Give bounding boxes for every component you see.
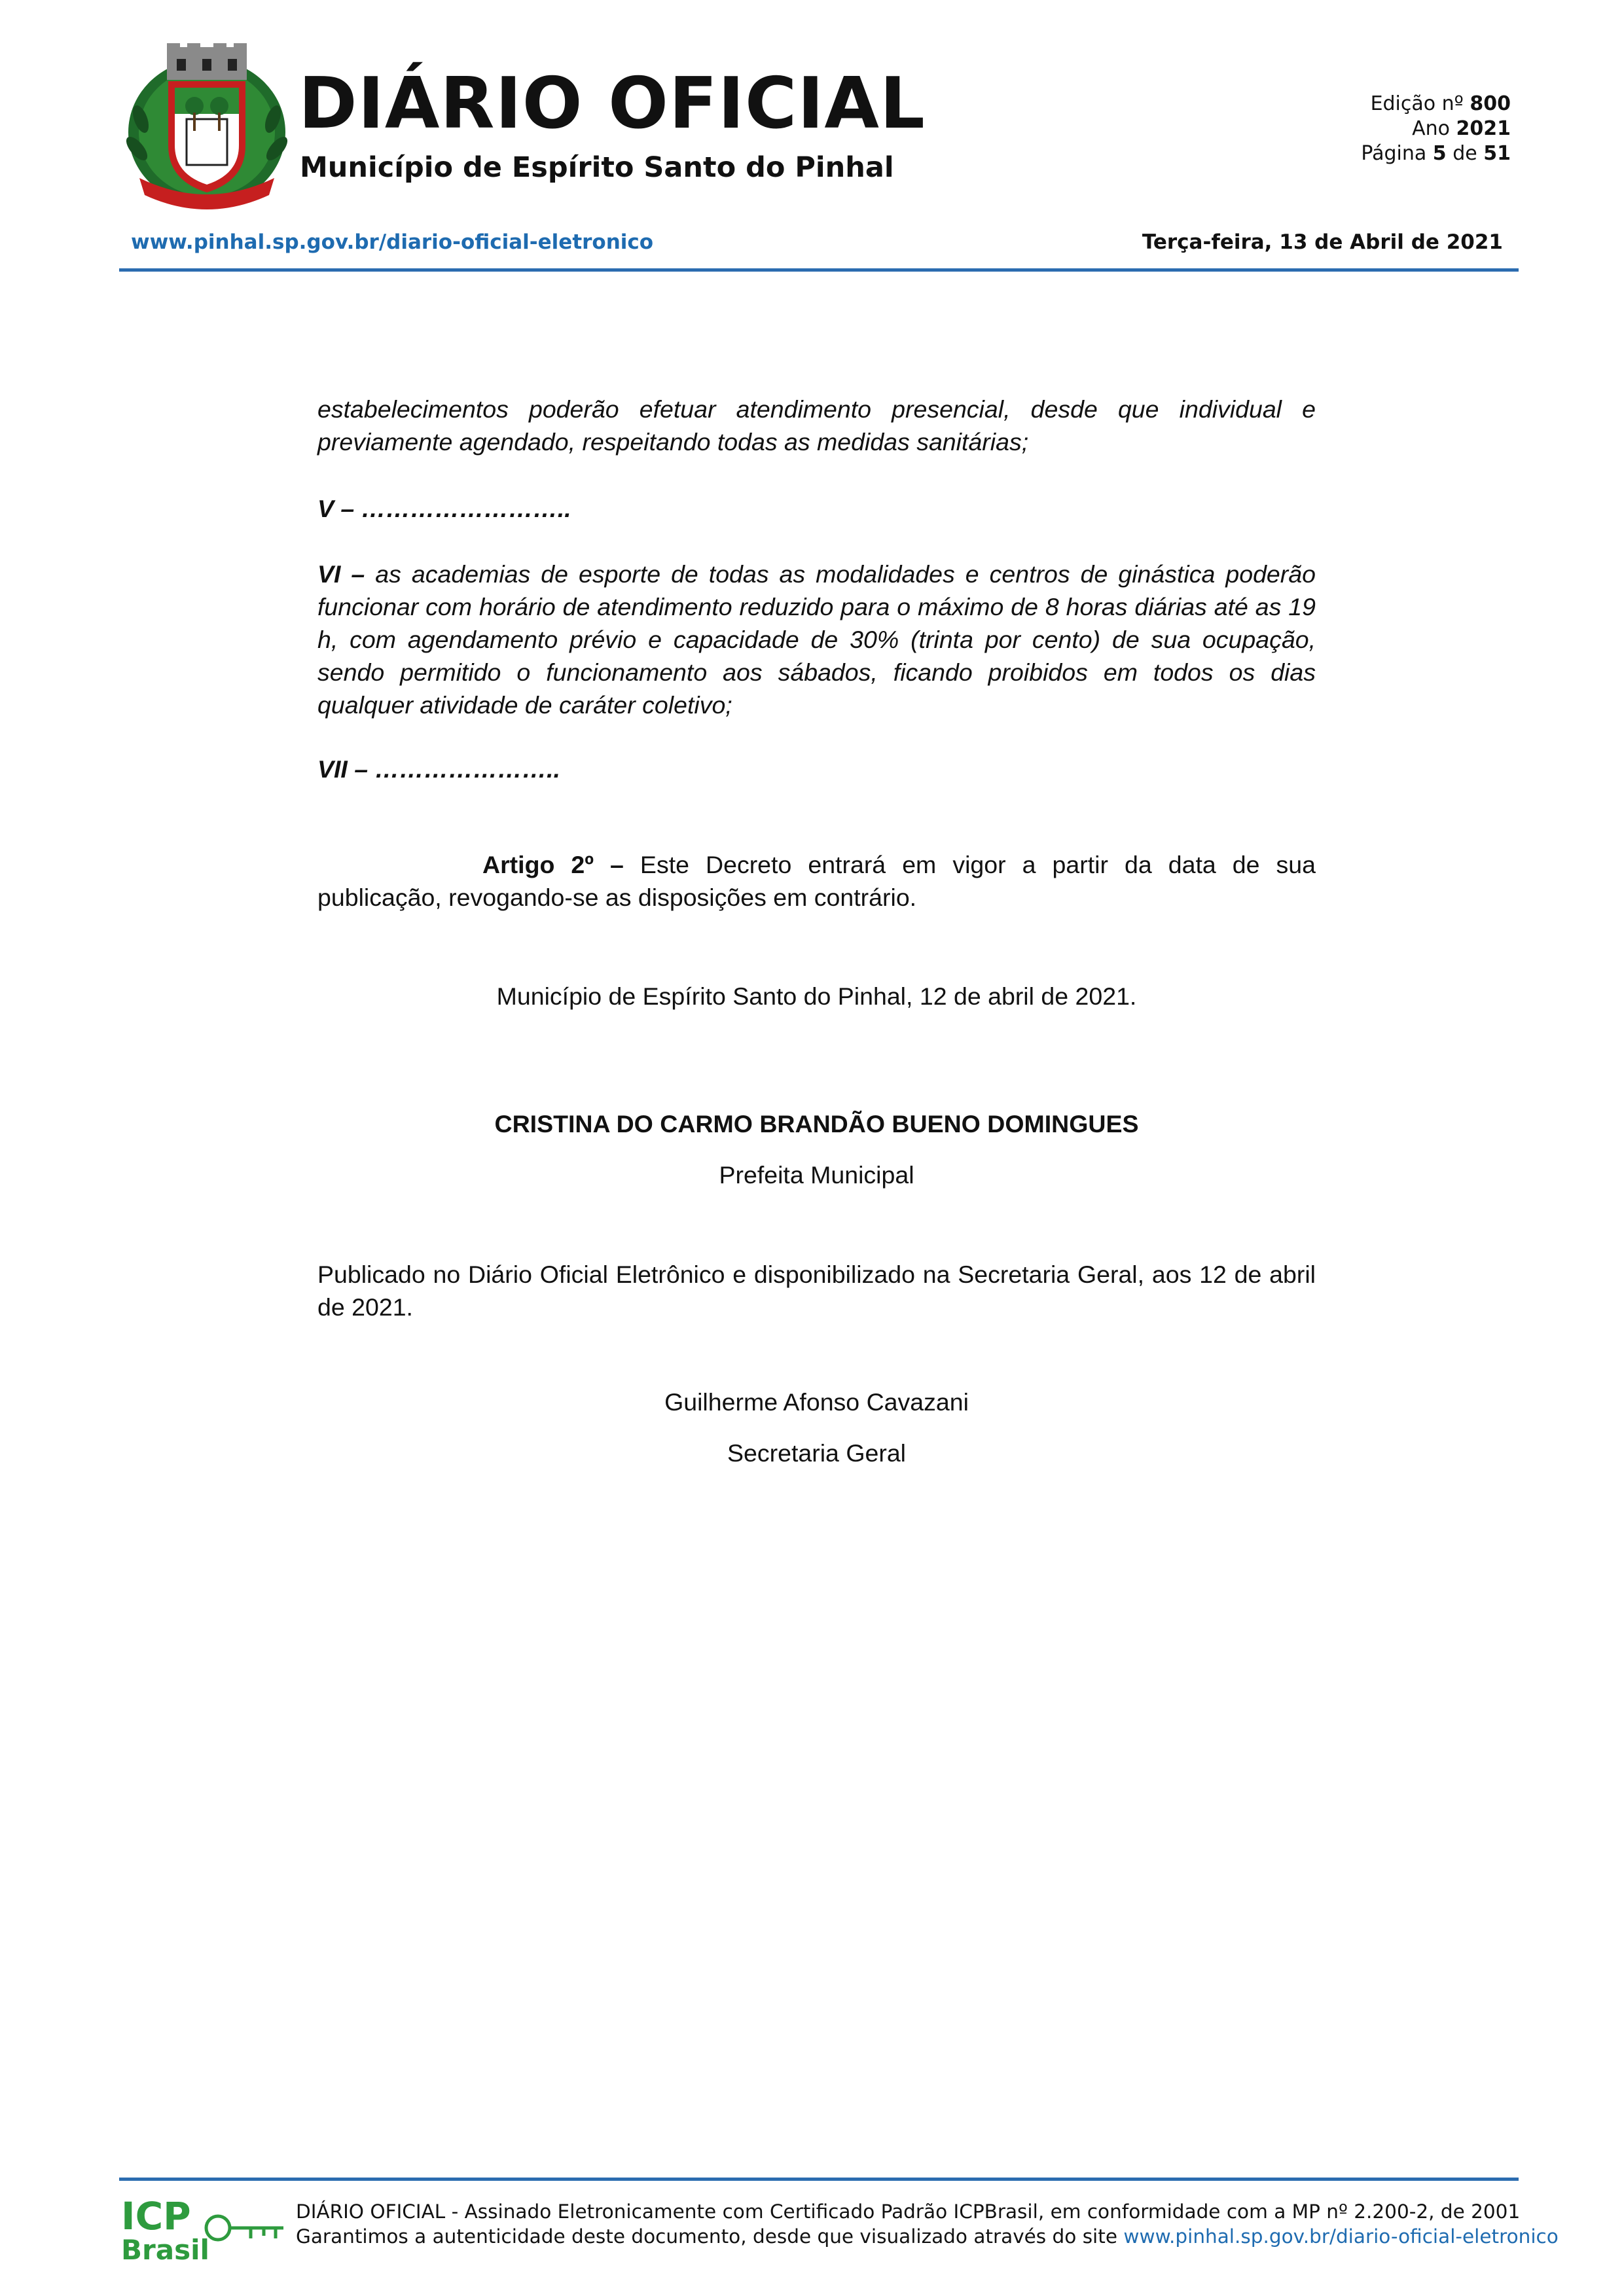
item-vii [317, 753, 1316, 785]
edition-number: 800 [1470, 92, 1511, 115]
edition-label: Edição nº [1370, 92, 1464, 115]
item-v [317, 492, 1316, 525]
page-of: de [1453, 142, 1477, 165]
year-value: 2021 [1456, 117, 1511, 140]
publication-note: Publicado no Diário Oficial Eletrônico e disponibilizado na Secretaria Geral, aos 12 de abril de 2021. [317, 1261, 1316, 1321]
icp-text-bottom: Brasil [121, 2234, 209, 2263]
item-vi-label: VI – [317, 560, 365, 588]
signer-role: Prefeita Municipal [719, 1161, 914, 1189]
item-vi-text: as academias de esporte de todas as modalidades e centros de ginástica poderão funcionar com horário de atendimento reduzido para o máximo de 8 horas diárias até as 19 h, com agendamento prévio e capacidade de 30% (trinta por cento) de sua ocupação, sendo permitido o funcionamento aos sábados, ficando proibidos em todos os dias qualquer atividade de caráter coletivo; [317, 560, 1316, 719]
item-vii-dots: ………………….. [374, 755, 560, 783]
secretary-name: Guilherme Afonso Cavazani [664, 1388, 969, 1416]
municipal-crest-logo [121, 41, 293, 212]
paragraph-continuation: estabelecimentos poderão efetuar atendimento presencial, desde que individual e previamente agendado, respeitando todas as medidas sanitárias; [317, 395, 1316, 456]
artigo-2 [317, 848, 1316, 914]
page-line [1361, 141, 1511, 166]
key-icon [206, 2216, 283, 2240]
footer-line-1: DIÁRIO OFICIAL - Assinado Eletronicamente com Certificado Padrão ICPBrasil, em conformidade com a MP nº 2.200-2, de 2001 [296, 2200, 1521, 2223]
secretary-role: Secretaria Geral [727, 1439, 907, 1467]
item-vi [317, 558, 1316, 721]
page-label: Página [1361, 142, 1427, 165]
item-v-dots: …………………….. [361, 495, 571, 522]
header-divider [119, 268, 1519, 272]
edition-line [1361, 92, 1511, 117]
year-line [1361, 117, 1511, 141]
year-label: Ano [1412, 117, 1450, 140]
municipality-name: Município de Espírito Santo do Pinhal [300, 151, 894, 184]
footer-line-2-text: Garantimos a autenticidade deste documento, desde que visualizado através do site [296, 2225, 1124, 2248]
icp-text-top: ICP [121, 2194, 191, 2238]
site-link[interactable]: www.pinhal.sp.gov.br/diario-oficial-eletronico [131, 230, 654, 254]
newspaper-title: DIÁRIO OFICIAL [298, 63, 926, 145]
footer-divider [119, 2178, 1519, 2181]
footer-site-link[interactable]: www.pinhal.sp.gov.br/diario-oficial-eletronico [1123, 2225, 1559, 2248]
page-number: 5 [1432, 142, 1447, 165]
publication-date: Terça-feira, 13 de Abril de 2021 [1142, 230, 1503, 254]
artigo-label: Artigo 2º – [482, 851, 624, 878]
page-total: 51 [1483, 142, 1511, 165]
artigo-text: Este Decreto entrará em vigor a partir da data de sua publicação, revogando-se as disposições em contrário. [317, 851, 1316, 911]
item-vii-label: VII – [317, 755, 369, 783]
footer-certification [296, 2199, 1559, 2249]
footer-line-2 [296, 2224, 1559, 2249]
icp-brasil-logo [120, 2191, 290, 2263]
edition-info [1361, 92, 1511, 166]
signer-name: CRISTINA DO CARMO BRANDÃO BUENO DOMINGUES [494, 1110, 1139, 1138]
item-v-label: V – [317, 495, 355, 522]
place-and-date: Município de Espírito Santo do Pinhal, 12 de abril de 2021. [496, 982, 1137, 1010]
